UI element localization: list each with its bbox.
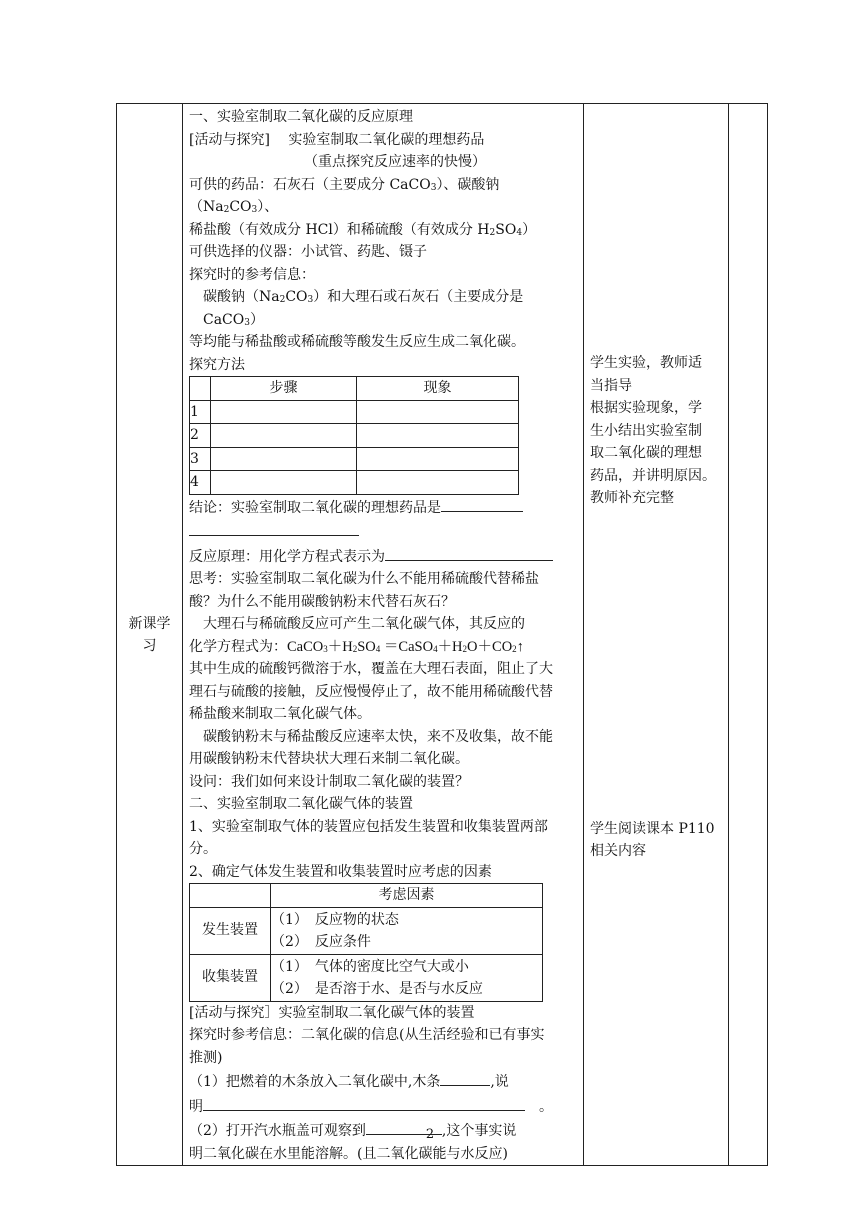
steps-row-num: 3: [190, 447, 211, 471]
drugs-line-2: 稀盐酸（有效成分 HCl）和稀硫酸（有效成分 $H_2SO_4$）: [189, 221, 537, 238]
heading-2: 二、实验室制取二氧化碳气体的装置: [189, 796, 413, 812]
conclusion-blank-2[interactable]: [189, 519, 359, 536]
steps-cell[interactable]: [211, 447, 357, 471]
drugs-line-1: 可供的药品：石灰石（主要成分 CaCO$_3$）、碳酸钠$(Na_2CO_3)$、: [189, 176, 500, 215]
factors-table: [189, 883, 543, 1002]
conclusion-blank[interactable]: [441, 495, 523, 512]
steps-header-step: 步骤: [211, 377, 357, 401]
steps-cell[interactable]: [211, 471, 357, 495]
marble-line: 大理石与稀硫酸反应可产生二氧化碳气体，其反应的: [203, 616, 525, 632]
point-1-a: 1、实验室制取气体的装置应包括发生装置和收集装置两部: [189, 818, 548, 835]
remarks-cell: [729, 104, 768, 1166]
steps-row-num: 1: [190, 400, 211, 424]
generation-factors: （1） 反应物的状态 （2） 反应条件: [271, 907, 543, 954]
activity-1-title: [活动与探究] 实验室制取二氧化碳的理想药品: [189, 131, 485, 148]
principle-blank[interactable]: [385, 544, 553, 561]
factors-header-empty: [190, 884, 271, 908]
heading-1: 一、实验室制取二氧化碳的反应原理: [189, 109, 413, 125]
think-line-1: 思考：实验室制取二氧化碳为什么不能用稀硫酸代替稀盐: [189, 571, 539, 587]
collection-device-label: 收集装置: [190, 954, 271, 1001]
question-2-line-1: （2）打开汽水瓶盖可观察到 ,这个事实说: [189, 1118, 577, 1143]
ask-line: 设问：我们如何来设计制取二氧化碳的装置？: [189, 773, 469, 790]
reference-line-1: 碳酸钠$(Na_2CO_3)$和大理石或石灰石（主要成分是 CaCO$_3$）: [203, 289, 524, 328]
conclusion-blank-line: [189, 519, 577, 544]
principle-line: 反应原理：用化学方程式表示为: [189, 544, 577, 569]
method-title: 探究方法: [189, 356, 245, 373]
steps-cell[interactable]: [211, 400, 357, 424]
explain-line-2: 理石与硫酸的接触，反应慢慢停止了，故不能用稀硫酸代替: [189, 683, 553, 700]
steps-row-num: 4: [190, 471, 211, 495]
factors-header: 考虑因素: [271, 884, 543, 908]
na-line-2: 用碳酸钠粉末代替块状大理石来制二氧化碳。: [189, 751, 469, 767]
collection-factors: （1） 气体的密度比空气大或小 （2） 是否溶于水、是否与水反应: [271, 954, 543, 1001]
steps-cell[interactable]: [211, 424, 357, 448]
steps-cell[interactable]: [357, 471, 519, 495]
reference-info-title: 探究时的参考信息：: [189, 266, 315, 283]
point-2: 2、确定气体发生装置和收集装置时应考虑的因素: [189, 863, 492, 880]
steps-row-num: 2: [190, 424, 211, 448]
steps-cell[interactable]: [357, 447, 519, 471]
question-1-line-1: （1）把燃着的木条放入二氧化碳中,木条 ,说: [189, 1069, 577, 1094]
section-label: 新课学习: [128, 615, 171, 654]
explain-line-3: 稀盐酸来制取二氧化碳气体。: [189, 706, 371, 722]
activity-1-subtitle: （重点探究反应速率的快慢）: [304, 154, 486, 170]
generation-device-label: 发生装置: [190, 907, 271, 954]
steps-header-num: [190, 377, 211, 401]
teacher-notes-2: 学生阅读课本 P110 相关内容: [590, 820, 715, 859]
explain-line-1: 其中生成的硫酸钙微溶于水，覆盖在大理石表面，阻止了大: [189, 661, 553, 677]
q1-blank-2[interactable]: [203, 1094, 525, 1111]
instruments-line: 可供选择的仪器：小试管、药匙、镊子: [189, 244, 427, 260]
page-number: 2: [425, 1127, 435, 1142]
notes-cell: [584, 104, 729, 1166]
point-1-b: 分。: [189, 841, 217, 857]
lesson-content: [183, 104, 583, 1165]
equation-line: 化学方程式为：$CaCO_3+H_2SO_4$ $=CaSO_4+H_2O+CO_2↑$: [189, 638, 524, 655]
conclusion-line: 结论：实验室制取二氧化碳的理想药品是: [189, 495, 577, 520]
q1-blank-1[interactable]: [440, 1069, 490, 1086]
section-label-cell: [117, 104, 183, 1166]
activity-2-title: [活动与探究］实验室制取二氧化碳气体的装置: [189, 1004, 475, 1021]
teacher-notes-1: 学生实验，教师适 当指导 根据实验现象，学 生小结出实验室制 取二氧化碳的理想 药品，并讲明原因。 教师补充完整: [590, 355, 716, 506]
steps-header-phenomenon: 现象: [357, 377, 519, 401]
reference-line-2: 等均能与稀盐酸或稀硫酸等酸发生反应生成二氧化碳。: [189, 334, 525, 350]
steps-cell[interactable]: [357, 400, 519, 424]
content-cell: [183, 104, 584, 1166]
reference-2-line-2: 推测): [189, 1049, 223, 1066]
reference-2-line-1: 探究时参考信息：二氧化碳的信息(从生活经验和已有事实: [189, 1027, 545, 1043]
lesson-table: [116, 103, 768, 1166]
chemical-equation: $CaCO_3+H_2SO_4$ $=CaSO_4+H_2O+CO_2↑$: [287, 638, 524, 655]
steps-table: [189, 376, 519, 495]
question-2-line-2: 明二氧化碳在水里能溶解。(且二氧化碳能与水反应): [189, 1145, 508, 1162]
question-1-line-2: 明 。: [189, 1094, 577, 1119]
na-line-1: 碳酸钠粉末与稀盐酸反应速率太快，来不及收集，故不能: [203, 728, 553, 745]
steps-cell[interactable]: [357, 424, 519, 448]
think-line-2: 酸？为什么不能用碳酸钠粉末代替石灰石？: [189, 593, 455, 610]
